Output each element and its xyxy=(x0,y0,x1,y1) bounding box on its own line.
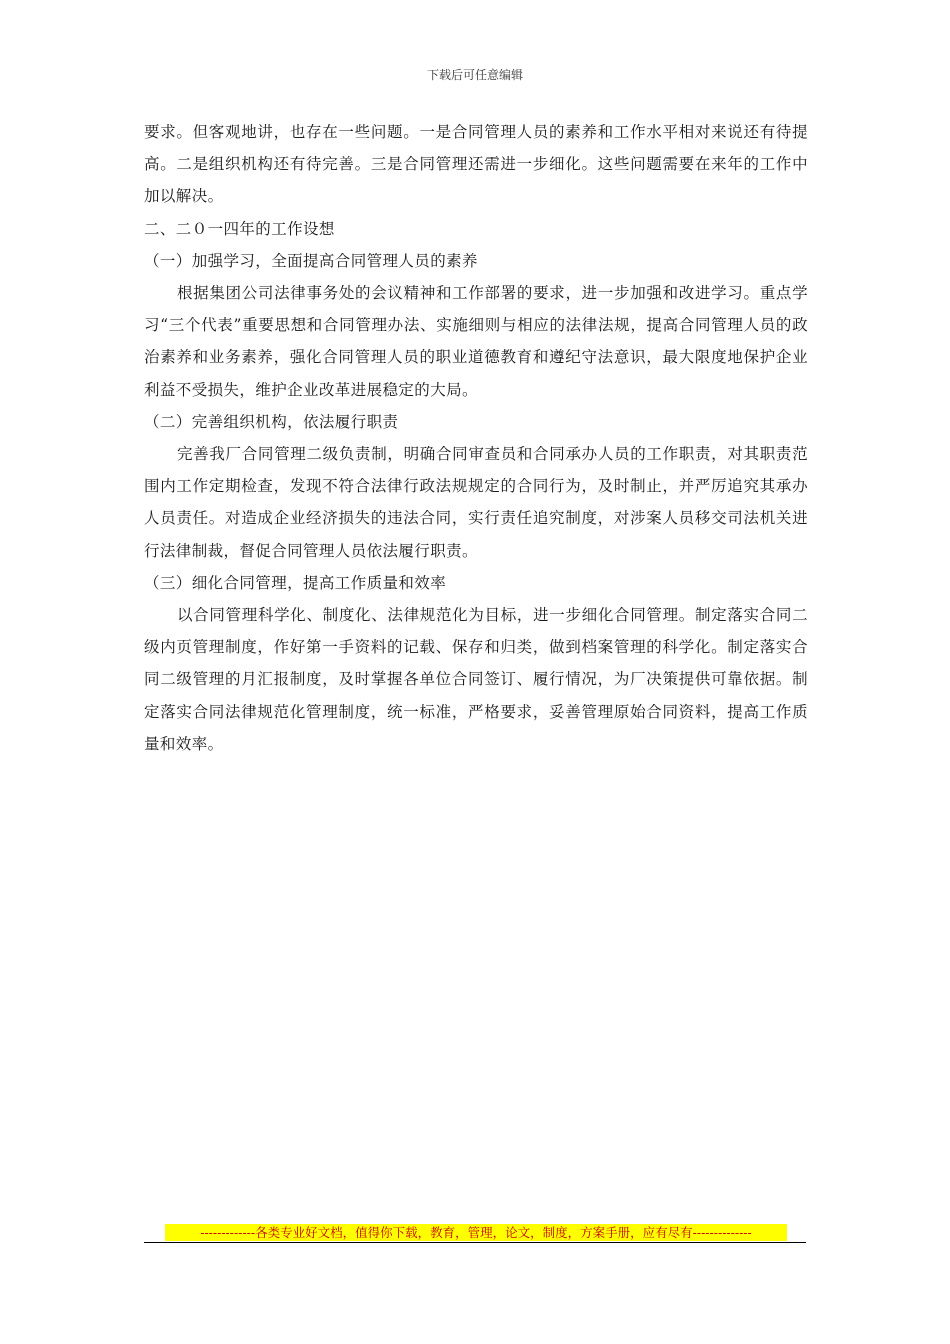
paragraph-refine-management: 以合同管理科学化、制度化、法律规范化为目标，进一步细化合同管理。制定落实合同二级内页管理制度，作好第一手资料的记载、保存和归类，做到档案管理的科学化。制定落实合同二级管理的月汇报制度，及时掌握各单位合同签订、履行情况，为厂决策提供可靠依据。制定落实合同法律规范化管理制度，统一标准，严格要求，妥善管理原始合同资料，提高工作质量和效率。 xyxy=(144,606,808,753)
document-body xyxy=(144,116,808,760)
paragraph-organization: 完善我厂合同管理二级负责制，明确合同审查员和合同承办人员的工作职责，对其职责范围内工作定期检查，发现不符合法律行政法规规定的合同行为，及时制止，并严厉追究其承办人员责任。对造成企业经济损失的违法合同，实行责任追究制度，对涉案人员移交司法机关进行法律制裁，督促合同管理人员依法履行职责。 xyxy=(144,445,808,560)
section-heading-2014-plan: 二、二０一四年的工作设想 xyxy=(144,219,335,238)
page-header-note: 下载后可任意编辑 xyxy=(426,68,523,82)
subheading-refine-management: （三）细化合同管理，提高工作质量和效率 xyxy=(144,573,447,592)
paragraph-study: 根据集团公司法律事务处的会议精神和工作部署的要求，进一步加强和改进学习。重点学习“三个代表”重要思想和合同管理办法、实施细则与相应的法律法规，提高合同管理人员的政治素养和业务素养，强化合同管理人员的职业道德教育和遵纪守法意识，最大限度地保护企业利益不受损失，维护企业改革进展稳定的大局。 xyxy=(144,284,808,399)
paragraph-closing-summary: 要求。但客观地讲，也存在一些问题。一是合同管理人员的素养和工作水平相对来说还有待提高。二是组织机构还有待完善。三是合同管理还需进一步细化。这些问题需要在来年的工作中加以解决。 xyxy=(144,123,808,206)
subheading-study: （一）加强学习，全面提高合同管理人员的素养 xyxy=(144,251,478,270)
subheading-organization: （二）完善组织机构，依法履行职责 xyxy=(144,412,399,431)
footer-divider xyxy=(144,1242,806,1243)
footer-promo-banner: -------------各类专业好文档，值得你下载，教育，管理，论文，制度，方案手册，应有尽有-------------- xyxy=(165,1224,787,1241)
